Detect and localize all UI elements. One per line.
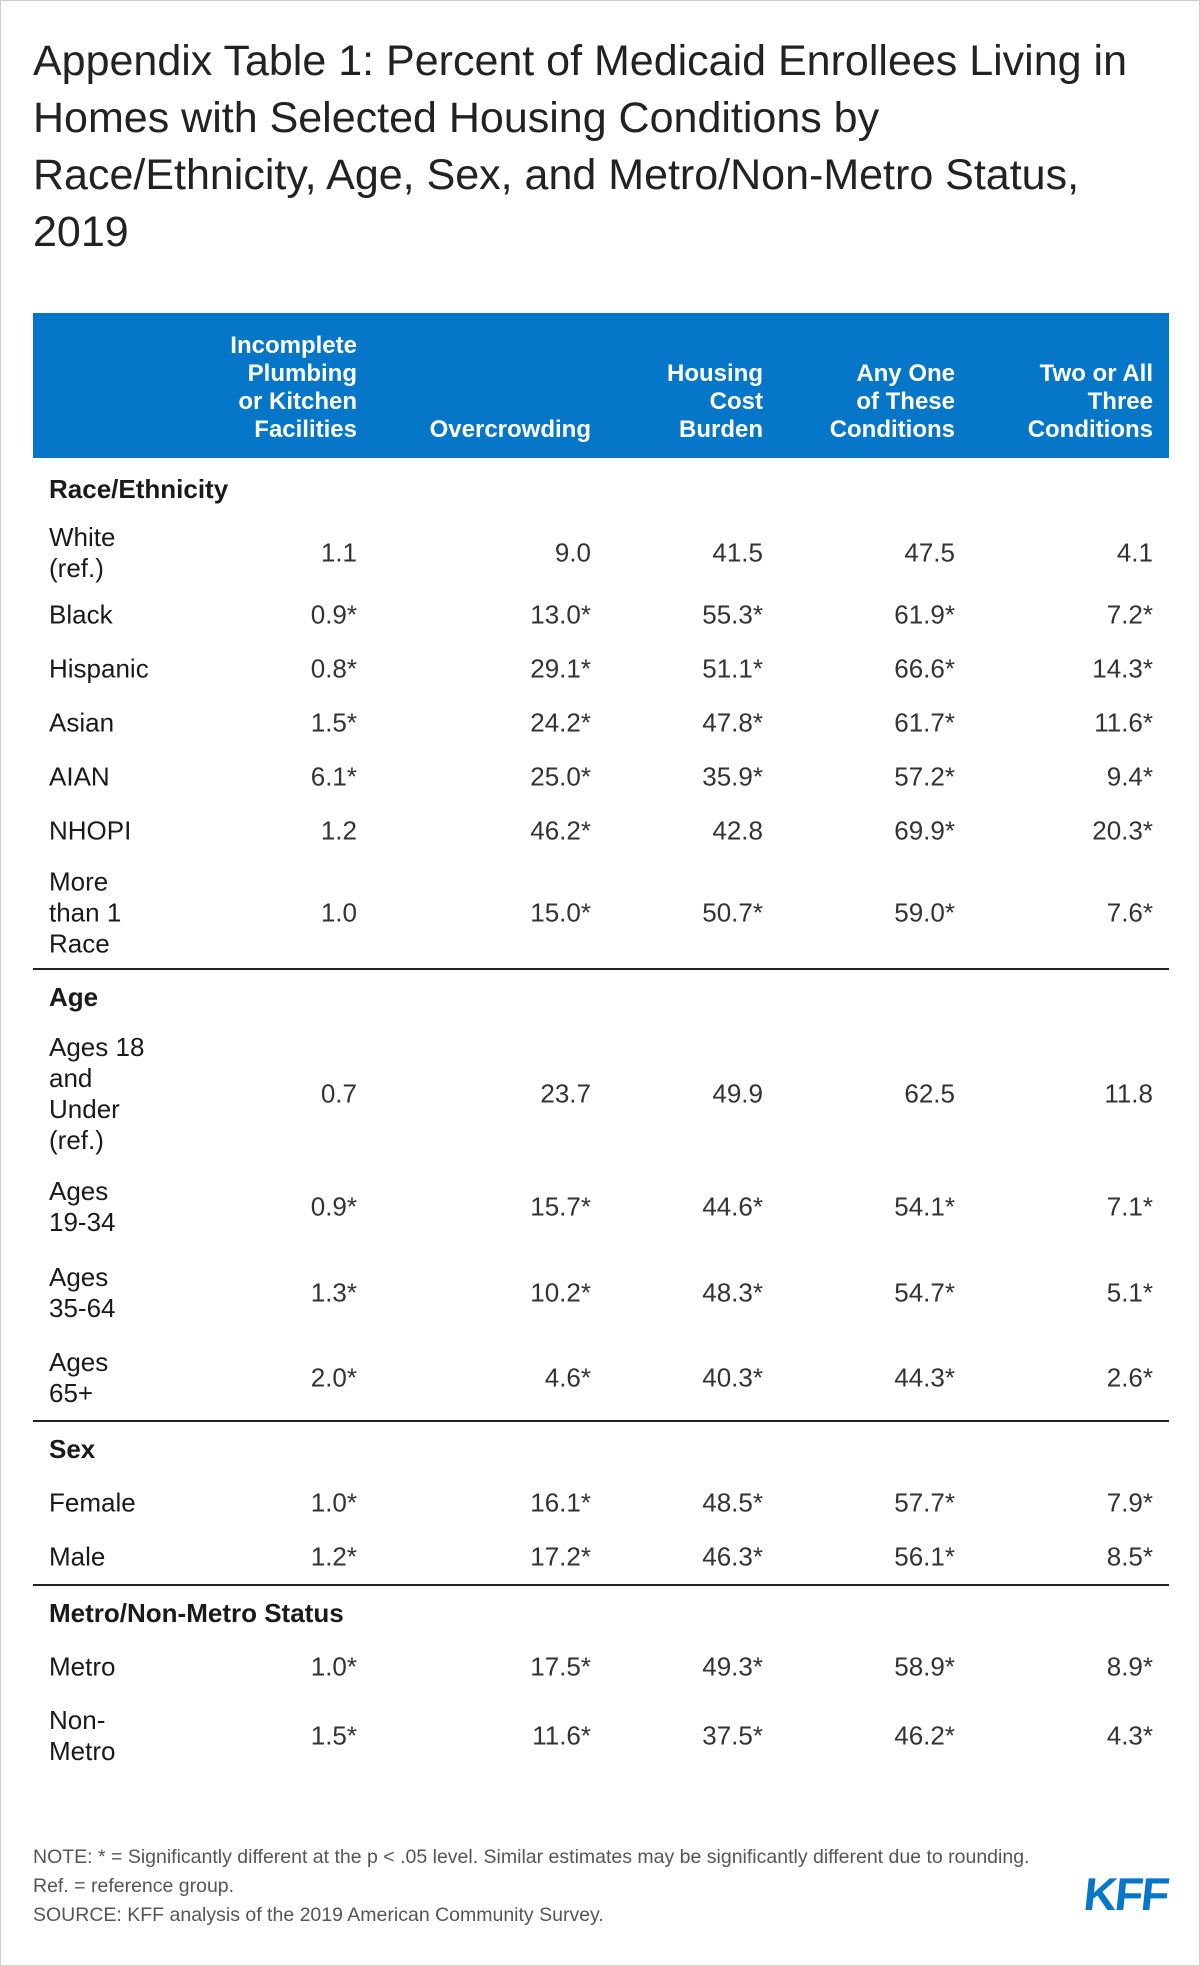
cell-value: 46.3* xyxy=(702,1541,763,1572)
cell-value: 66.6* xyxy=(894,653,955,684)
row-label: White (ref.) xyxy=(49,522,116,583)
cell-value: 8.9* xyxy=(1106,1651,1153,1682)
cell-value: 1.0* xyxy=(310,1651,357,1682)
cell-value: 1.3* xyxy=(310,1277,357,1308)
cell-value: 15.0* xyxy=(530,897,591,928)
cell-value: 56.1* xyxy=(894,1541,955,1572)
cell-value: 42.8 xyxy=(712,815,763,846)
cell-value: 49.3* xyxy=(702,1651,763,1682)
table-row xyxy=(33,518,1169,588)
cell-value: 69.9* xyxy=(894,815,955,846)
cell-value: 1.0 xyxy=(320,897,357,928)
cell-value: 44.3* xyxy=(894,1362,955,1393)
cell-value: 61.9* xyxy=(894,599,955,630)
cell-value: 20.3* xyxy=(1092,815,1153,846)
cell-value: 7.1* xyxy=(1106,1191,1153,1222)
cell-value: 15.7* xyxy=(530,1191,591,1222)
table-row xyxy=(33,1476,1169,1530)
cell-value: 57.2* xyxy=(894,761,955,792)
cell-value: 1.2 xyxy=(320,815,357,846)
cell-value: 11.6* xyxy=(532,1720,591,1751)
cell-value: 4.1 xyxy=(1116,537,1153,568)
row-label: Ages 19-34 xyxy=(49,1176,116,1237)
cell-value: 23.7 xyxy=(540,1078,591,1109)
table-row xyxy=(33,1530,1169,1584)
column-header-two-or-more-conditions: Two or All Three Conditions xyxy=(1027,360,1153,443)
cell-value: 44.6* xyxy=(702,1191,763,1222)
table-row xyxy=(33,750,1169,804)
cell-value: 14.3* xyxy=(1092,653,1153,684)
cell-value: 46.2* xyxy=(530,815,591,846)
cell-value: 46.2* xyxy=(894,1720,955,1751)
section-heading-sex: Sex xyxy=(49,1433,96,1464)
cell-value: 5.1* xyxy=(1106,1277,1153,1308)
row-label: Female xyxy=(49,1487,136,1518)
cell-value: 55.3* xyxy=(702,599,763,630)
cell-value: 40.3* xyxy=(702,1362,763,1393)
table-row xyxy=(33,588,1169,642)
row-label: More than 1 Race xyxy=(49,866,122,959)
section-heading-race-ethnicity: Race/Ethnicity xyxy=(49,473,229,504)
cell-value: 13.0* xyxy=(530,599,591,630)
cell-value: 54.7* xyxy=(894,1277,955,1308)
cell-value: 62.5 xyxy=(904,1078,955,1109)
cell-value: 16.1* xyxy=(530,1487,591,1518)
kff-logo: KFF xyxy=(1080,1868,1170,1920)
section-heading-metro-status: Metro/Non-Metro Status xyxy=(49,1597,344,1628)
cell-value: 6.1* xyxy=(310,761,357,792)
table-row xyxy=(33,1336,1169,1420)
data-table xyxy=(33,313,1169,1778)
cell-value: 0.9* xyxy=(310,599,357,630)
table-row xyxy=(33,1024,1169,1164)
column-header-housing-cost-burden: Housing Cost Burden xyxy=(667,360,763,443)
cell-value: 7.6* xyxy=(1106,897,1153,928)
cell-value: 49.9 xyxy=(712,1078,763,1109)
cell-value: 37.5* xyxy=(702,1720,763,1751)
table-row xyxy=(33,1640,1169,1694)
cell-value: 2.6* xyxy=(1106,1362,1153,1393)
cell-value: 1.1 xyxy=(320,537,357,568)
cell-value: 0.7 xyxy=(320,1078,357,1109)
cell-value: 17.2* xyxy=(530,1541,591,1572)
cell-value: 51.1* xyxy=(702,653,763,684)
cell-value: 8.5* xyxy=(1106,1541,1153,1572)
cell-value: 1.5* xyxy=(310,1720,357,1751)
table-row xyxy=(33,1694,1169,1778)
cell-value: 47.8* xyxy=(702,707,763,738)
cell-value: 11.6* xyxy=(1094,707,1153,738)
cell-value: 57.7* xyxy=(894,1487,955,1518)
table-header xyxy=(33,313,1169,462)
cell-value: 10.2* xyxy=(530,1277,591,1308)
cell-value: 4.3* xyxy=(1106,1720,1153,1751)
cell-value: 29.1* xyxy=(530,653,591,684)
row-label: Ages 18 and Under (ref.) xyxy=(49,1032,145,1155)
cell-value: 41.5 xyxy=(712,537,763,568)
source-text: SOURCE: KFF analysis of the 2019 American Community Survey. xyxy=(33,1904,604,1926)
row-label: Hispanic xyxy=(49,653,149,684)
cell-value: 2.0* xyxy=(310,1362,357,1393)
column-header-any-one-condition: Any One of These Conditions xyxy=(829,360,955,443)
cell-value: 4.6* xyxy=(544,1362,591,1393)
page-title: Appendix Table 1: Percent of Medicaid Enrollees Living in Homes with Selected Housing Conditions by Race/Ethnicity, Age, Sex, and Metro/Non-Metro Status, 2019 xyxy=(33,37,1127,256)
row-label: Male xyxy=(49,1541,106,1572)
note-text: NOTE: * = Significantly different at the p < .05 level. Similar estimates may be significantly different due to rounding. Ref. = reference group. xyxy=(33,1846,1030,1897)
table-row xyxy=(33,642,1169,696)
cell-value: 9.4* xyxy=(1106,761,1153,792)
row-label: Ages 35-64 xyxy=(49,1262,116,1323)
footnote xyxy=(33,1843,1053,1930)
cell-value: 7.9* xyxy=(1106,1487,1153,1518)
cell-value: 59.0* xyxy=(894,897,955,928)
row-label: Black xyxy=(49,599,113,630)
cell-value: 0.9* xyxy=(310,1191,357,1222)
cell-value: 0.8* xyxy=(310,653,357,684)
cell-value: 48.5* xyxy=(702,1487,763,1518)
row-label: Ages 65+ xyxy=(49,1347,109,1408)
cell-value: 35.9* xyxy=(702,761,763,792)
table-row xyxy=(33,1164,1169,1250)
cell-value: 11.8 xyxy=(1104,1078,1153,1109)
cell-value: 54.1* xyxy=(894,1191,955,1222)
cell-value: 1.5* xyxy=(310,707,357,738)
cell-value: 24.2* xyxy=(530,707,591,738)
column-header-overcrowding: Overcrowding xyxy=(429,416,591,443)
table-row xyxy=(33,858,1169,968)
row-label: Metro xyxy=(49,1651,116,1682)
cell-value: 61.7* xyxy=(894,707,955,738)
cell-value: 1.2* xyxy=(310,1541,357,1572)
cell-value: 17.5* xyxy=(530,1651,591,1682)
cell-value: 1.0* xyxy=(310,1487,357,1518)
table-row xyxy=(33,804,1169,858)
table-row xyxy=(33,696,1169,750)
cell-value: 7.2* xyxy=(1106,599,1153,630)
row-label: Asian xyxy=(49,707,115,738)
cell-value: 9.0 xyxy=(554,537,591,568)
row-label: NHOPI xyxy=(49,815,132,846)
cell-value: 58.9* xyxy=(894,1651,955,1682)
cell-value: 25.0* xyxy=(530,761,591,792)
table-row xyxy=(33,1250,1169,1336)
cell-value: 48.3* xyxy=(702,1277,763,1308)
section-heading-age: Age xyxy=(49,981,99,1012)
cell-value: 47.5 xyxy=(904,537,955,568)
column-header-incomplete-facilities: Incomplete Plumbing or Kitchen Facilities xyxy=(230,332,357,443)
row-label: AIAN xyxy=(49,761,110,792)
cell-value: 50.7* xyxy=(702,897,763,928)
row-label: Non- Metro xyxy=(49,1705,116,1766)
